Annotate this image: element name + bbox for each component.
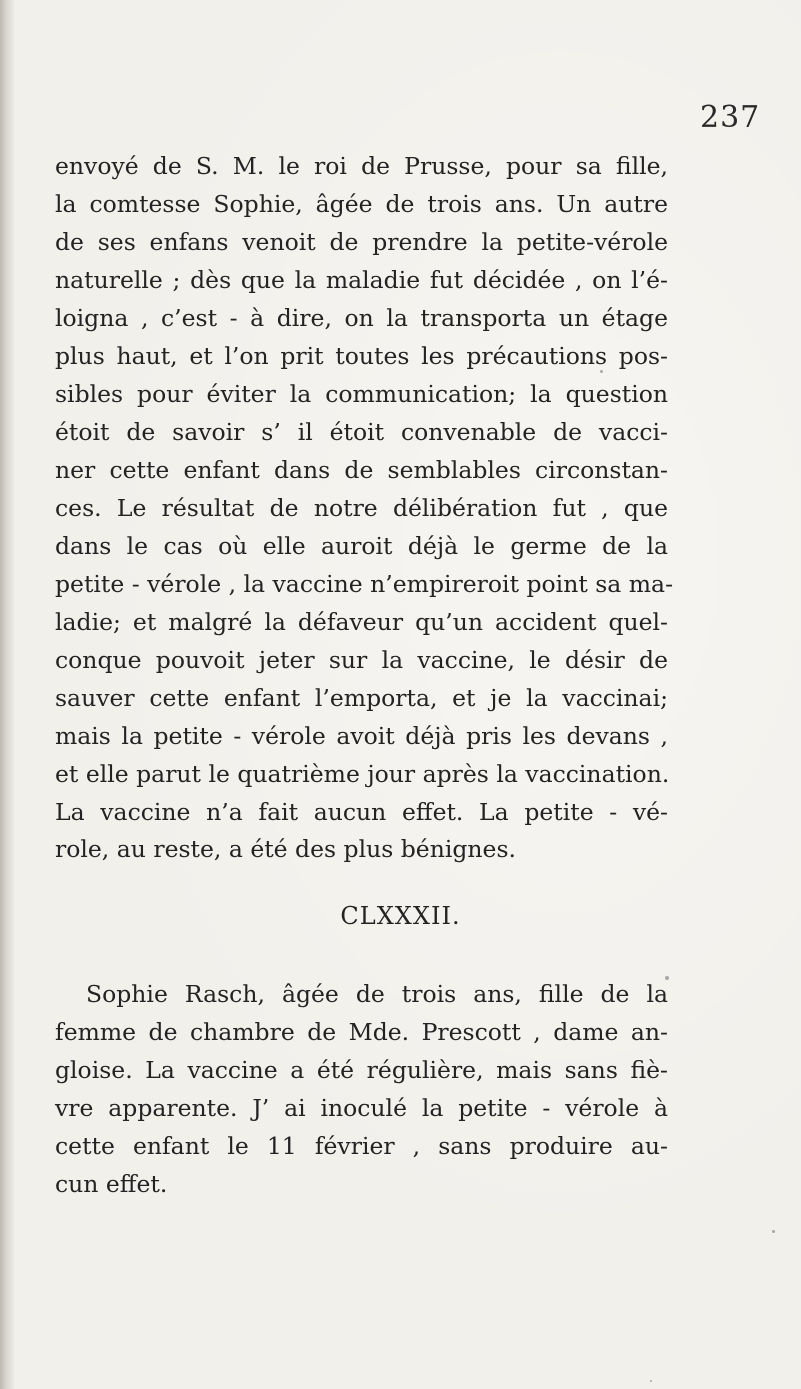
text-line: Sophie Rasch, âgée de trois ans, fille de la xyxy=(86,980,668,1008)
text-line: conque pouvoit jeter sur la vaccine, le désir de xyxy=(55,646,668,674)
text-line: et elle parut le quatrième jour après la vaccination. xyxy=(55,760,670,788)
text-line: plus haut, et l’on prit toutes les précautions pos- xyxy=(55,342,668,370)
paper-speck xyxy=(650,1380,652,1382)
text-line: cette enfant le 11 février , sans produire au- xyxy=(55,1132,668,1160)
text-line: loigna , c’est - à dire, on la transporta un étage xyxy=(55,304,668,332)
text-line: sauver cette enfant l’emporta, et je la vaccinai; xyxy=(55,684,668,712)
text-line: sibles pour éviter la communication; la question xyxy=(55,380,668,408)
text-line: cun effet. xyxy=(55,1170,168,1198)
page-binding-edge xyxy=(0,0,14,1389)
text-line: petite - vérole , la vaccine n’empireroit point sa ma- xyxy=(55,570,674,598)
paper-speck xyxy=(772,1230,775,1233)
text-line: la comtesse Sophie, âgée de trois ans. Un autre xyxy=(55,190,668,218)
text-line: vre apparente. J’ ai inoculé la petite - vérole à xyxy=(55,1094,668,1122)
text-line: ner cette enfant dans de semblables circonstan- xyxy=(55,456,668,484)
text-line: envoyé de S. M. le roi de Prusse, pour sa fille, xyxy=(55,152,668,180)
case-number-heading: CLXXXII. xyxy=(340,902,461,930)
text-line: dans le cas où elle auroit déjà le germe de la xyxy=(55,532,668,560)
paper-speck xyxy=(600,370,603,373)
paper-speck xyxy=(665,976,669,980)
text-line: femme de chambre de Mde. Prescott , dame an- xyxy=(55,1018,668,1046)
text-line: naturelle ; dès que la maladie fut décidée , on l’é- xyxy=(55,266,668,294)
text-line: gloise. La vaccine a été régulière, mais sans fiè- xyxy=(55,1056,668,1084)
page-number: 237 xyxy=(700,100,761,135)
text-line: mais la petite - vérole avoit déjà pris les devans , xyxy=(55,722,668,750)
text-line: étoit de savoir s’ il étoit convenable de vacci- xyxy=(55,418,668,446)
text-line: de ses enfans venoit de prendre la petite-vérole xyxy=(55,228,668,256)
text-line: La vaccine n’a fait aucun effet. La petite - vé- xyxy=(55,798,668,826)
text-line: ladie; et malgré la défaveur qu’un accident quel- xyxy=(55,608,668,636)
text-line: role, au reste, a été des plus bénignes. xyxy=(55,835,516,863)
text-line: ces. Le résultat de notre délibération fut , que xyxy=(55,494,668,522)
